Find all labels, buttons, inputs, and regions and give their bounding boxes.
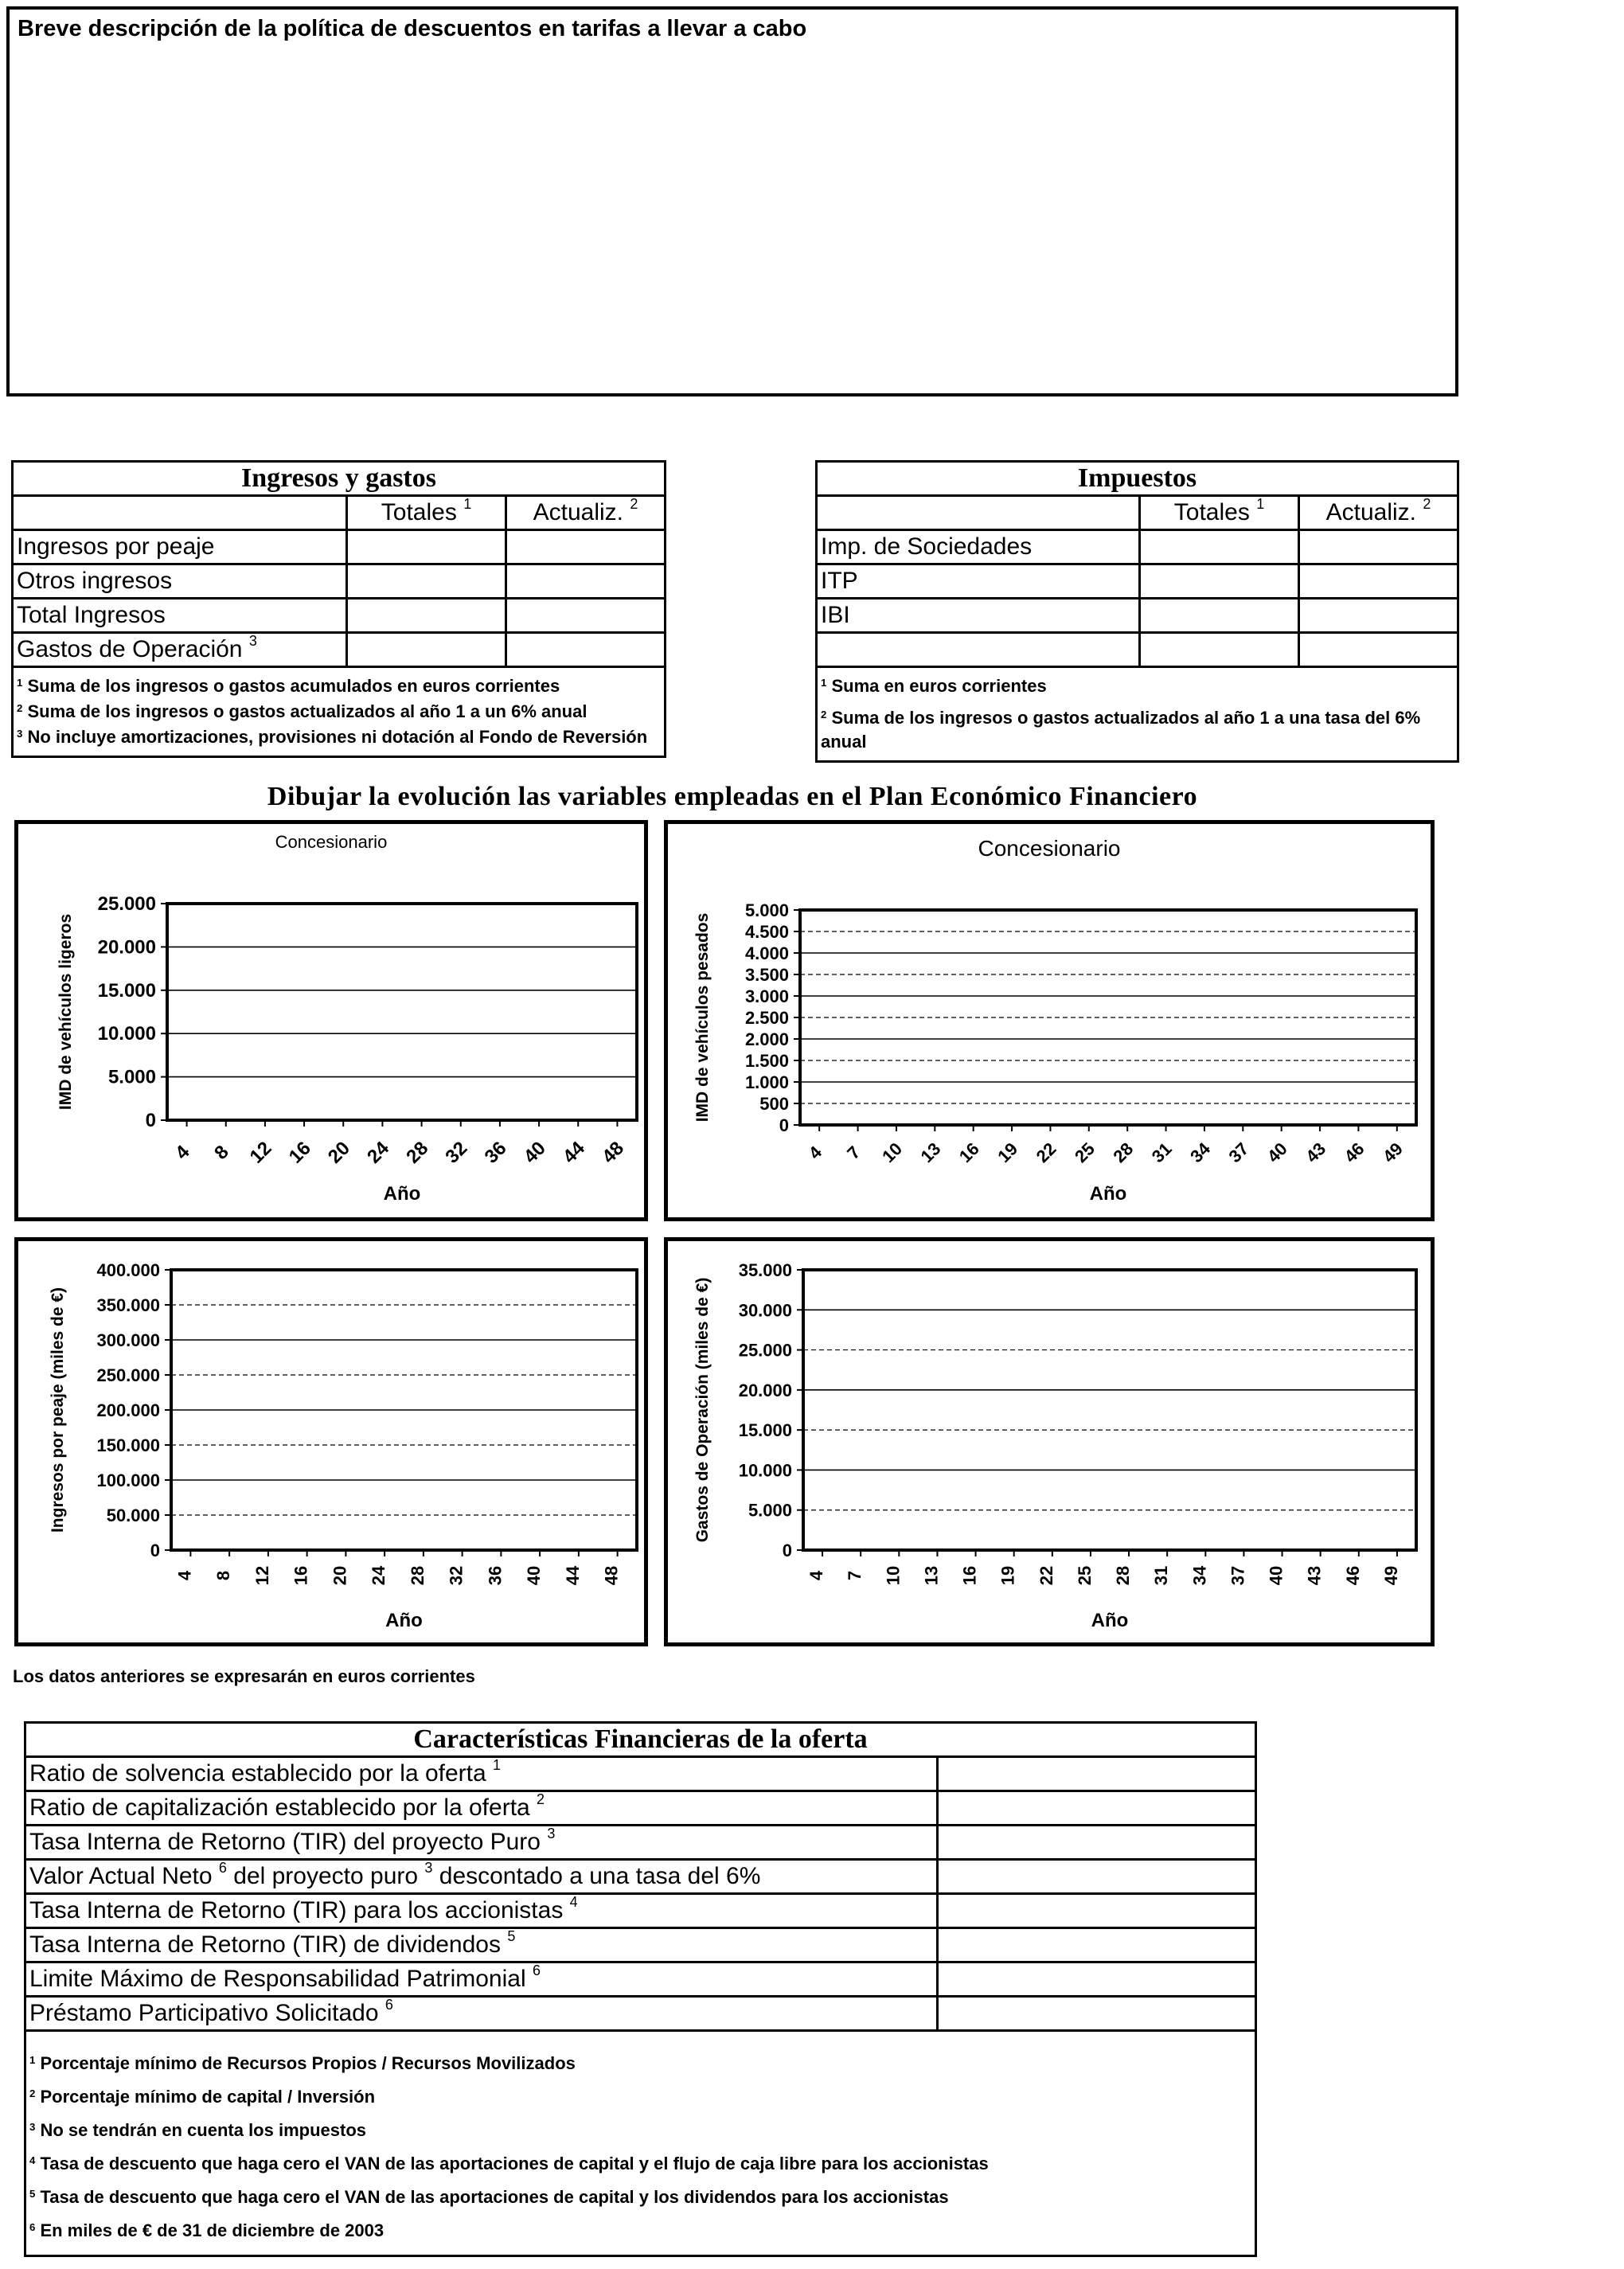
financial-row-value-cell[interactable] [938, 1791, 1256, 1826]
financial-row-value-cell[interactable] [938, 1860, 1256, 1894]
x-tick-label: 22 [1036, 1565, 1056, 1586]
financial-row-label: Tasa Interna de Retorno (TIR) del proyecto Puro $^3$ [25, 1826, 938, 1860]
y-tick-label: 15.000 [97, 979, 156, 1002]
y-tick-label: 500 [759, 1094, 789, 1114]
impuestos-row-totales-cell[interactable] [1140, 599, 1299, 633]
ingresos-row-label: Ingresos por peaje [13, 530, 347, 564]
x-tick-label: 19 [997, 1565, 1018, 1586]
plot-area [167, 904, 637, 1120]
ingresos-row-totales-cell[interactable] [347, 599, 506, 633]
x-tick-label: 31 [1147, 1138, 1176, 1167]
y-tick-label: 2.500 [744, 1008, 789, 1028]
financial-row-value-cell[interactable] [938, 1928, 1256, 1962]
impuestos-table-title: Impuestos [817, 462, 1458, 496]
plot-area [800, 910, 1416, 1125]
x-tick-label: 46 [1342, 1565, 1363, 1586]
chart-title: Concesionario [275, 832, 388, 852]
x-tick-label: 12 [245, 1137, 276, 1168]
x-tick-label: 28 [1109, 1138, 1138, 1167]
y-tick-label: 10.000 [97, 1023, 156, 1045]
chart-svg [668, 1241, 1431, 1642]
financial-note: $^1$ Porcentaje mínimo de Recursos Propios / Recursos Movilizados [29, 2053, 576, 2073]
y-tick-label: 0 [150, 1541, 160, 1560]
x-tick-label: 4 [171, 1141, 194, 1164]
y-tick-label: 4.000 [744, 943, 789, 963]
y-tick-label: 400.000 [96, 1260, 160, 1280]
ingresos-row-label: Total Ingresos [13, 599, 347, 633]
impuestos-row-label[interactable] [817, 633, 1140, 667]
financial-table-title: Características Financieras de la oferta [25, 1723, 1256, 1757]
y-tick-label: 250.000 [96, 1365, 160, 1385]
financial-row-label: Tasa Interna de Retorno (TIR) para los accionistas $^4$ [25, 1894, 938, 1928]
x-tick-label: 44 [558, 1137, 589, 1168]
impuestos-col-totales: Totales $^1$ [1140, 496, 1299, 530]
x-tick-label: 36 [480, 1137, 511, 1168]
y-tick-label: 25.000 [738, 1340, 792, 1361]
x-tick-label: 8 [213, 1570, 234, 1581]
y-tick-label: 350.000 [96, 1295, 160, 1315]
y-tick-label: 150.000 [96, 1435, 160, 1455]
ingresos-notes [13, 667, 666, 757]
impuestos-row-actualiz-cell[interactable] [1299, 633, 1458, 667]
y-tick-label: 35.000 [738, 1260, 792, 1280]
x-tick-label: 7 [845, 1570, 865, 1581]
financial-row-label: Ratio de solvencia establecido por la oferta $^1$ [25, 1757, 938, 1791]
y-tick-label: 10.000 [738, 1460, 792, 1481]
x-tick-label: 25 [1074, 1565, 1095, 1586]
impuestos-header-blank [817, 496, 1140, 530]
y-tick-label: 20.000 [97, 936, 156, 959]
y-tick-label: 15.000 [738, 1420, 792, 1441]
y-tick-label: 0 [779, 1115, 789, 1135]
impuestos-row-totales-cell[interactable] [1140, 564, 1299, 599]
impuestos-row-actualiz-cell[interactable] [1299, 599, 1458, 633]
y-tick-label: 20.000 [738, 1380, 792, 1400]
x-tick-label: 48 [598, 1137, 629, 1168]
impuestos-notes [817, 667, 1458, 762]
x-axis-label: Año [1089, 1183, 1127, 1205]
x-tick-label: 25 [1071, 1138, 1099, 1167]
x-tick-label: 40 [524, 1565, 545, 1586]
x-tick-label: 10 [878, 1138, 907, 1167]
chart-title: Concesionario [978, 836, 1121, 861]
y-axis-label: Gastos de Operación (miles de €) [693, 1277, 712, 1543]
euros-note: Los datos anteriores se expresarán en euros corrientes [13, 1666, 475, 1686]
x-tick-label: 48 [601, 1565, 622, 1586]
x-tick-label: 40 [1266, 1565, 1286, 1586]
financial-notes [25, 2031, 1256, 2256]
financial-row-label: Préstamo Participativo Solicitado $^6$ [25, 1997, 938, 2031]
description-box[interactable] [6, 6, 1458, 396]
y-tick-label: 50.000 [106, 1506, 160, 1525]
x-tick-label: 40 [1263, 1138, 1291, 1167]
impuestos-row-actualiz-cell[interactable] [1299, 530, 1458, 564]
x-tick-label: 44 [562, 1565, 583, 1586]
x-tick-label: 24 [363, 1137, 394, 1168]
x-tick-label: 28 [407, 1565, 427, 1586]
y-tick-label: 25.000 [97, 893, 156, 915]
chart-svg [668, 824, 1431, 1217]
chart-imd-pesados [664, 820, 1435, 1221]
financial-row-value-cell[interactable] [938, 1826, 1256, 1860]
x-tick-label: 4 [174, 1570, 195, 1581]
ingresos-header-blank [13, 496, 347, 530]
impuestos-row-totales-cell[interactable] [1140, 530, 1299, 564]
ingresos-note: $^1$ Suma de los ingresos o gastos acumulados en euros corrientes [17, 676, 560, 696]
x-tick-label: 49 [1379, 1138, 1407, 1167]
y-tick-label: 5.000 [744, 900, 789, 920]
y-tick-label: 1.500 [744, 1051, 789, 1071]
x-tick-label: 37 [1224, 1138, 1253, 1167]
x-axis-label: Año [385, 1610, 423, 1631]
financial-row-label: Ratio de capitalización establecido por la oferta $^2$ [25, 1791, 938, 1826]
x-axis-label: Año [1091, 1610, 1129, 1631]
impuestos-table [815, 460, 1459, 763]
chart-gastos-operacion [664, 1237, 1435, 1646]
y-tick-label: 300.000 [96, 1330, 160, 1350]
x-tick-label: 7 [843, 1142, 865, 1163]
financial-row-value-cell[interactable] [938, 1962, 1256, 1997]
description-title: Breve descripción de la política de descuentos en tarifas a llevar a cabo [18, 16, 807, 41]
impuestos-row-label: IBI [817, 599, 1140, 633]
impuestos-row-totales-cell[interactable] [1140, 633, 1299, 667]
x-tick-label: 28 [1113, 1565, 1134, 1586]
x-tick-label: 43 [1304, 1565, 1325, 1586]
x-tick-label: 36 [485, 1565, 506, 1586]
financial-note: $^5$ Tasa de descuento que haga cero el VAN de las aportaciones de capital y los dividendos para los accionistas [29, 2187, 949, 2207]
x-tick-label: 32 [441, 1137, 472, 1168]
financial-note: $^6$ En miles de € de 31 de diciembre de 2003 [29, 2220, 385, 2240]
financial-row-value-cell[interactable] [938, 1894, 1256, 1928]
x-tick-label: 37 [1228, 1565, 1248, 1586]
x-tick-label: 4 [804, 1142, 826, 1163]
x-tick-label: 49 [1380, 1565, 1401, 1586]
financial-row-label: Tasa Interna de Retorno (TIR) de dividendos $^5$ [25, 1928, 938, 1962]
x-tick-label: 34 [1189, 1565, 1210, 1586]
ingresos-table-title: Ingresos y gastos [13, 462, 666, 496]
x-tick-label: 12 [252, 1565, 272, 1586]
ingresos-row-actualiz-cell[interactable] [506, 530, 666, 564]
ingresos-gastos-table [11, 460, 666, 758]
section-heading: Dibujar la evolución las variables empleadas en el Plan Económico Financiero [267, 782, 1198, 811]
y-tick-label: 3.500 [744, 965, 789, 985]
y-tick-label: 0 [782, 1541, 792, 1560]
y-tick-label: 2.000 [744, 1029, 789, 1049]
x-tick-label: 40 [519, 1137, 550, 1168]
x-tick-label: 34 [1186, 1138, 1215, 1167]
y-axis-label: IMD de vehículos pesados [693, 912, 712, 1123]
ingresos-note: $^2$ Suma de los ingresos o gastos actualizados al año 1 a un 6% anual [17, 701, 588, 721]
ingresos-row-actualiz-cell[interactable] [506, 633, 666, 667]
impuestos-row-actualiz-cell[interactable] [1299, 564, 1458, 599]
x-axis-label: Año [383, 1183, 421, 1205]
x-tick-label: 16 [959, 1565, 980, 1586]
x-tick-label: 16 [284, 1137, 315, 1168]
ingresos-row-label: Gastos de Operación $^3$ [13, 633, 347, 667]
y-axis-label: Ingresos por peaje (miles de €) [49, 1287, 67, 1533]
financial-table [24, 1721, 1257, 2257]
x-tick-label: 31 [1151, 1565, 1172, 1586]
y-tick-label: 4.500 [744, 922, 789, 942]
y-tick-label: 3.000 [744, 986, 789, 1006]
ingresos-row-totales-cell[interactable] [347, 564, 506, 599]
chart-svg [18, 824, 644, 1217]
ingresos-row-totales-cell[interactable] [347, 633, 506, 667]
y-tick-label: 5.000 [748, 1500, 792, 1521]
financial-note: $^2$ Porcentaje mínimo de capital / Inversión [29, 2087, 376, 2107]
x-tick-label: 19 [994, 1138, 1022, 1167]
x-tick-label: 10 [883, 1565, 904, 1586]
ingresos-row-actualiz-cell[interactable] [506, 599, 666, 633]
x-tick-label: 13 [921, 1565, 942, 1586]
y-tick-label: 200.000 [96, 1400, 160, 1420]
x-tick-label: 8 [210, 1141, 233, 1164]
y-tick-label: 0 [145, 1110, 156, 1131]
y-tick-label: 1.000 [744, 1072, 789, 1092]
x-tick-label: 22 [1032, 1138, 1060, 1167]
financial-note: $^3$ No se tendrán en cuenta los impuestos [29, 2120, 366, 2140]
chart-svg [18, 1241, 644, 1642]
impuestos-note: $^2$ Suma de los ingresos o gastos actualizados al año 1 a una tasa del 6% anual [821, 708, 1421, 752]
y-tick-label: 100.000 [96, 1470, 160, 1490]
financial-row-label: Limite Máximo de Responsabilidad Patrimonial $^6$ [25, 1962, 938, 1997]
ingresos-row-totales-cell[interactable] [347, 530, 506, 564]
x-tick-label: 4 [806, 1570, 827, 1581]
x-tick-label: 13 [916, 1138, 945, 1167]
financial-row-value-cell[interactable] [938, 1757, 1256, 1791]
y-tick-label: 5.000 [107, 1066, 156, 1088]
x-tick-label: 28 [402, 1137, 433, 1168]
ingresos-row-actualiz-cell[interactable] [506, 564, 666, 599]
impuestos-col-actualiz: Actualiz. $^2$ [1299, 496, 1458, 530]
y-tick-label: 30.000 [738, 1300, 792, 1321]
x-tick-label: 46 [1340, 1138, 1368, 1167]
financial-note: $^4$ Tasa de descuento que haga cero el VAN de las aportaciones de capital y el flujo de caja libre para los accionistas [29, 2154, 989, 2173]
financial-row-value-cell[interactable] [938, 1997, 1256, 2031]
impuestos-row-label: Imp. de Sociedades [817, 530, 1140, 564]
impuestos-row-label: ITP [817, 564, 1140, 599]
x-tick-label: 20 [323, 1137, 354, 1168]
ingresos-col-actualiz: Actualiz. $^2$ [506, 496, 666, 530]
x-tick-label: 32 [446, 1565, 467, 1586]
chart-imd-ligeros [14, 820, 648, 1221]
plot-area [803, 1270, 1416, 1550]
x-tick-label: 16 [291, 1565, 311, 1586]
ingresos-note: $^3$ No incluye amortizaciones, provisiones ni dotación al Fondo de Reversión [17, 727, 648, 747]
ingresos-row-label: Otros ingresos [13, 564, 347, 599]
x-tick-label: 16 [954, 1138, 983, 1167]
financial-row-label: Valor Actual Neto $^6$ del proyecto puro $^3$ descontado a una tasa del 6% [25, 1860, 938, 1894]
x-tick-label: 20 [330, 1565, 350, 1586]
y-axis-label: IMD de vehículos ligeros [57, 913, 75, 1111]
x-tick-label: 43 [1302, 1138, 1330, 1167]
chart-ingresos-peaje [14, 1237, 648, 1646]
x-tick-label: 24 [369, 1565, 389, 1586]
ingresos-col-totales: Totales $^1$ [347, 496, 506, 530]
impuestos-note: $^1$ Suma en euros corrientes [821, 676, 1047, 696]
